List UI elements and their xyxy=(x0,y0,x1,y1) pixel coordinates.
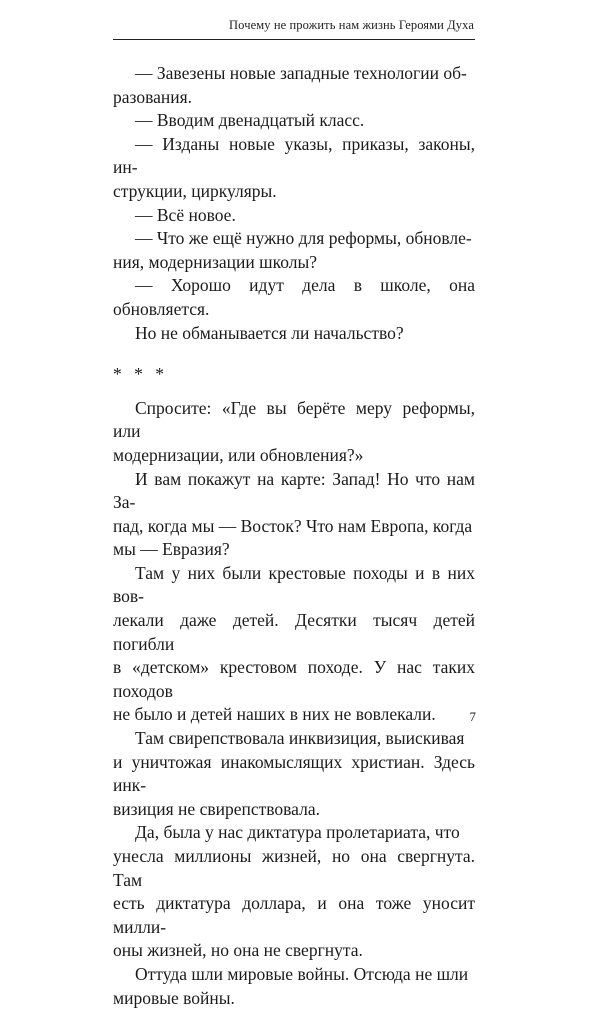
paragraph: Оттуда шли мировые войны. Отсюда не шли мировые войны. xyxy=(113,963,469,1008)
page-number: 7 xyxy=(469,709,476,724)
section-separator: * * * xyxy=(113,364,168,385)
paragraph: Да, была у нас диктатура пролетариата, что унесла миллионы жизней, но она свергнута. Там есть диктатура доллара, и она тоже уносит милли- оны жизней, но она не свергнута. xyxy=(113,822,475,961)
paragraph: — Хорошо идут дела в школе, она обновляется. xyxy=(113,275,475,319)
paragraph: — Изданы новые указы, приказы, законы, ин- струкции, циркуляры. xyxy=(113,133,475,201)
paragraph: — Всё новое. xyxy=(135,204,236,225)
paragraph: — Вводим двенадцатый класс. xyxy=(135,110,365,131)
paragraph: Спросите: «Где вы берёте меру реформы, или модернизации, или обновления?» xyxy=(113,397,475,465)
paragraph: — Завезены новые западные технологии об- разования. xyxy=(113,63,467,107)
paragraph: — Что же ещё нужно для реформы, обновле- ния, модернизации школы? xyxy=(113,228,472,272)
paragraph: Там у них были крестовые походы и в них вов- лекали даже детей. Десятки тысяч детей погибли в «детском» крестовом походе. У нас таких походов не было и детей наших в них не вовлекали. xyxy=(113,562,475,725)
body-text xyxy=(113,62,475,1010)
running-head-title: Почему не прожить нам жизнь Героями Духа xyxy=(229,18,474,32)
header-rule xyxy=(113,39,475,40)
paragraph: Там свирепствовала инквизиция, выискивая и уничтожая инакомыслящих христиан. Здесь инк- визиция не свирепствовала. xyxy=(113,728,475,819)
paragraph: И вам покажут на карте: Запад! Но что нам За- пад, когда мы — Восток? Что нам Европа, когда мы — Евразия? xyxy=(113,468,475,560)
paragraph: Но не обманывается ли начальство? xyxy=(135,322,404,343)
